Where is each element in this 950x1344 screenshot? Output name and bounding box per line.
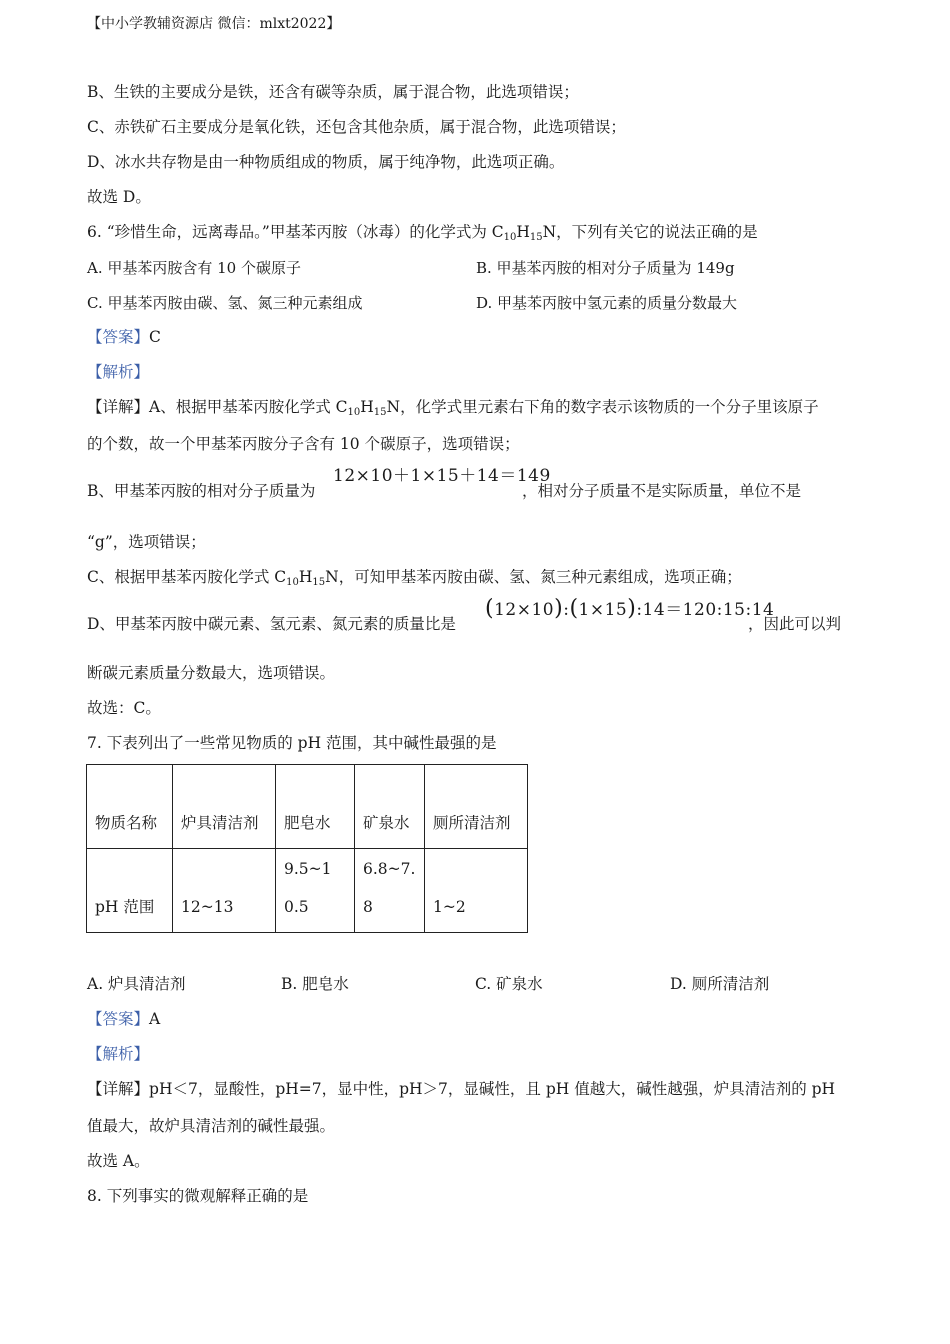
table-cell: 9.5~10.5	[276, 849, 355, 933]
table-cell: 12~13	[173, 849, 276, 933]
q6-analysis-tag: 【解析】	[87, 363, 150, 381]
q6-detail-d-tail: ，因此可以判	[748, 615, 842, 633]
table-cell: 矿泉水	[355, 765, 425, 849]
table-row	[87, 849, 528, 933]
q5-explain-b: B、生铁的主要成分是铁，还含有碳等杂质，属于混合物，此选项错误；	[87, 83, 579, 101]
table-cell: 1~2	[425, 849, 528, 933]
q7-stem: 7. 下表列出了一些常见物质的 pH 范围，其中碱性最强的是	[87, 734, 497, 752]
q7-detail-1: 【详解】pH＜7，显酸性，pH=7，显中性，pH＞7，显碱性，且 pH 值越大，碱性越强，炉具清洁剂的 pH	[87, 1080, 836, 1098]
table-cell: 炉具清洁剂	[173, 765, 276, 849]
q6-detail-b2: “g”，选项错误；	[87, 533, 206, 551]
q6-option-a: A. 甲基苯丙胺含有 10 个碳原子	[87, 259, 301, 277]
q6-choice: 故选：C。	[87, 699, 161, 717]
page-header: 【中小学教辅资源店 微信：mlxt2022】	[87, 16, 341, 32]
q6-detail-b-tail: ，相对分子质量不是实际质量，单位不是	[522, 482, 802, 500]
q6-option-d: D. 甲基苯丙胺中氢元素的质量分数最大	[476, 294, 738, 312]
q6-detail-a: 【详解】A、根据甲基苯丙胺化学式 $C_{10}H_{15}N$，化学式里元素右下角的数字表示该物质的一个分子里该原子	[87, 398, 819, 418]
q7-option-c: C. 矿泉水	[475, 975, 543, 993]
q6-answer: 【答案】C	[87, 328, 161, 346]
q6-option-c: C. 甲基苯丙胺由碳、氢、氮三种元素组成	[87, 294, 363, 312]
q5-explain-c: C、赤铁矿石主要成分是氧化铁，还包含其他杂质，属于混合物，此选项错误；	[87, 118, 626, 136]
q8-stem: 8. 下列事实的微观解释正确的是	[87, 1187, 309, 1205]
q6-formula-d: (12×10):(1×15):14＝120:15:14	[485, 596, 775, 621]
q7-option-b: B. 肥皂水	[281, 975, 349, 993]
q6-option-b: B. 甲基苯丙胺的相对分子质量为 149g	[476, 259, 735, 277]
q7-detail-2: 值最大，故炉具清洁剂的碱性最强。	[87, 1117, 336, 1135]
q6-stem: 6. “珍惜生命，远离毒品。”甲基苯丙胺（冰毒）的化学式为 $C_{10}H_{15}N$，下列有关它的说法正确的是	[87, 223, 758, 243]
q6-detail-c: C、根据甲基苯丙胺化学式 $C_{10}H_{15}N$，可知甲基苯丙胺由碳、氢、氮三种元素组成，选项正确；	[87, 568, 742, 588]
q5-choice: 故选 D。	[87, 188, 151, 206]
q7-choice: 故选 A。	[87, 1152, 150, 1170]
table-cell: pH 范围	[87, 849, 173, 933]
table-cell: 肥皂水	[276, 765, 355, 849]
q6-formula-b: 12×10＋1×15＋14＝149	[333, 466, 551, 486]
q6-detail-a2: 的个数，故一个甲基苯丙胺分子含有 10 个碳原子，选项错误；	[87, 435, 520, 453]
q7-option-a: A. 炉具清洁剂	[87, 975, 186, 993]
table-row	[87, 765, 528, 849]
q7-option-d: D. 厕所清洁剂	[670, 975, 770, 993]
table-cell: 6.8~7.8	[355, 849, 425, 933]
table-cell: 厕所清洁剂	[425, 765, 528, 849]
q7-analysis-tag: 【解析】	[87, 1045, 150, 1063]
q5-explain-d: D、冰水共存物是由一种物质组成的物质，属于纯净物，此选项正确。	[87, 153, 565, 171]
q6-detail-b: B、甲基苯丙胺的相对分子质量为	[87, 482, 316, 500]
q6-detail-d2: 断碳元素质量分数最大，选项错误。	[87, 664, 336, 682]
q7-answer: 【答案】A	[87, 1010, 161, 1028]
q6-detail-d: D、甲基苯丙胺中碳元素、氢元素、氮元素的质量比是	[87, 615, 456, 633]
ph-table	[86, 764, 528, 933]
table-cell: 物质名称	[87, 765, 173, 849]
